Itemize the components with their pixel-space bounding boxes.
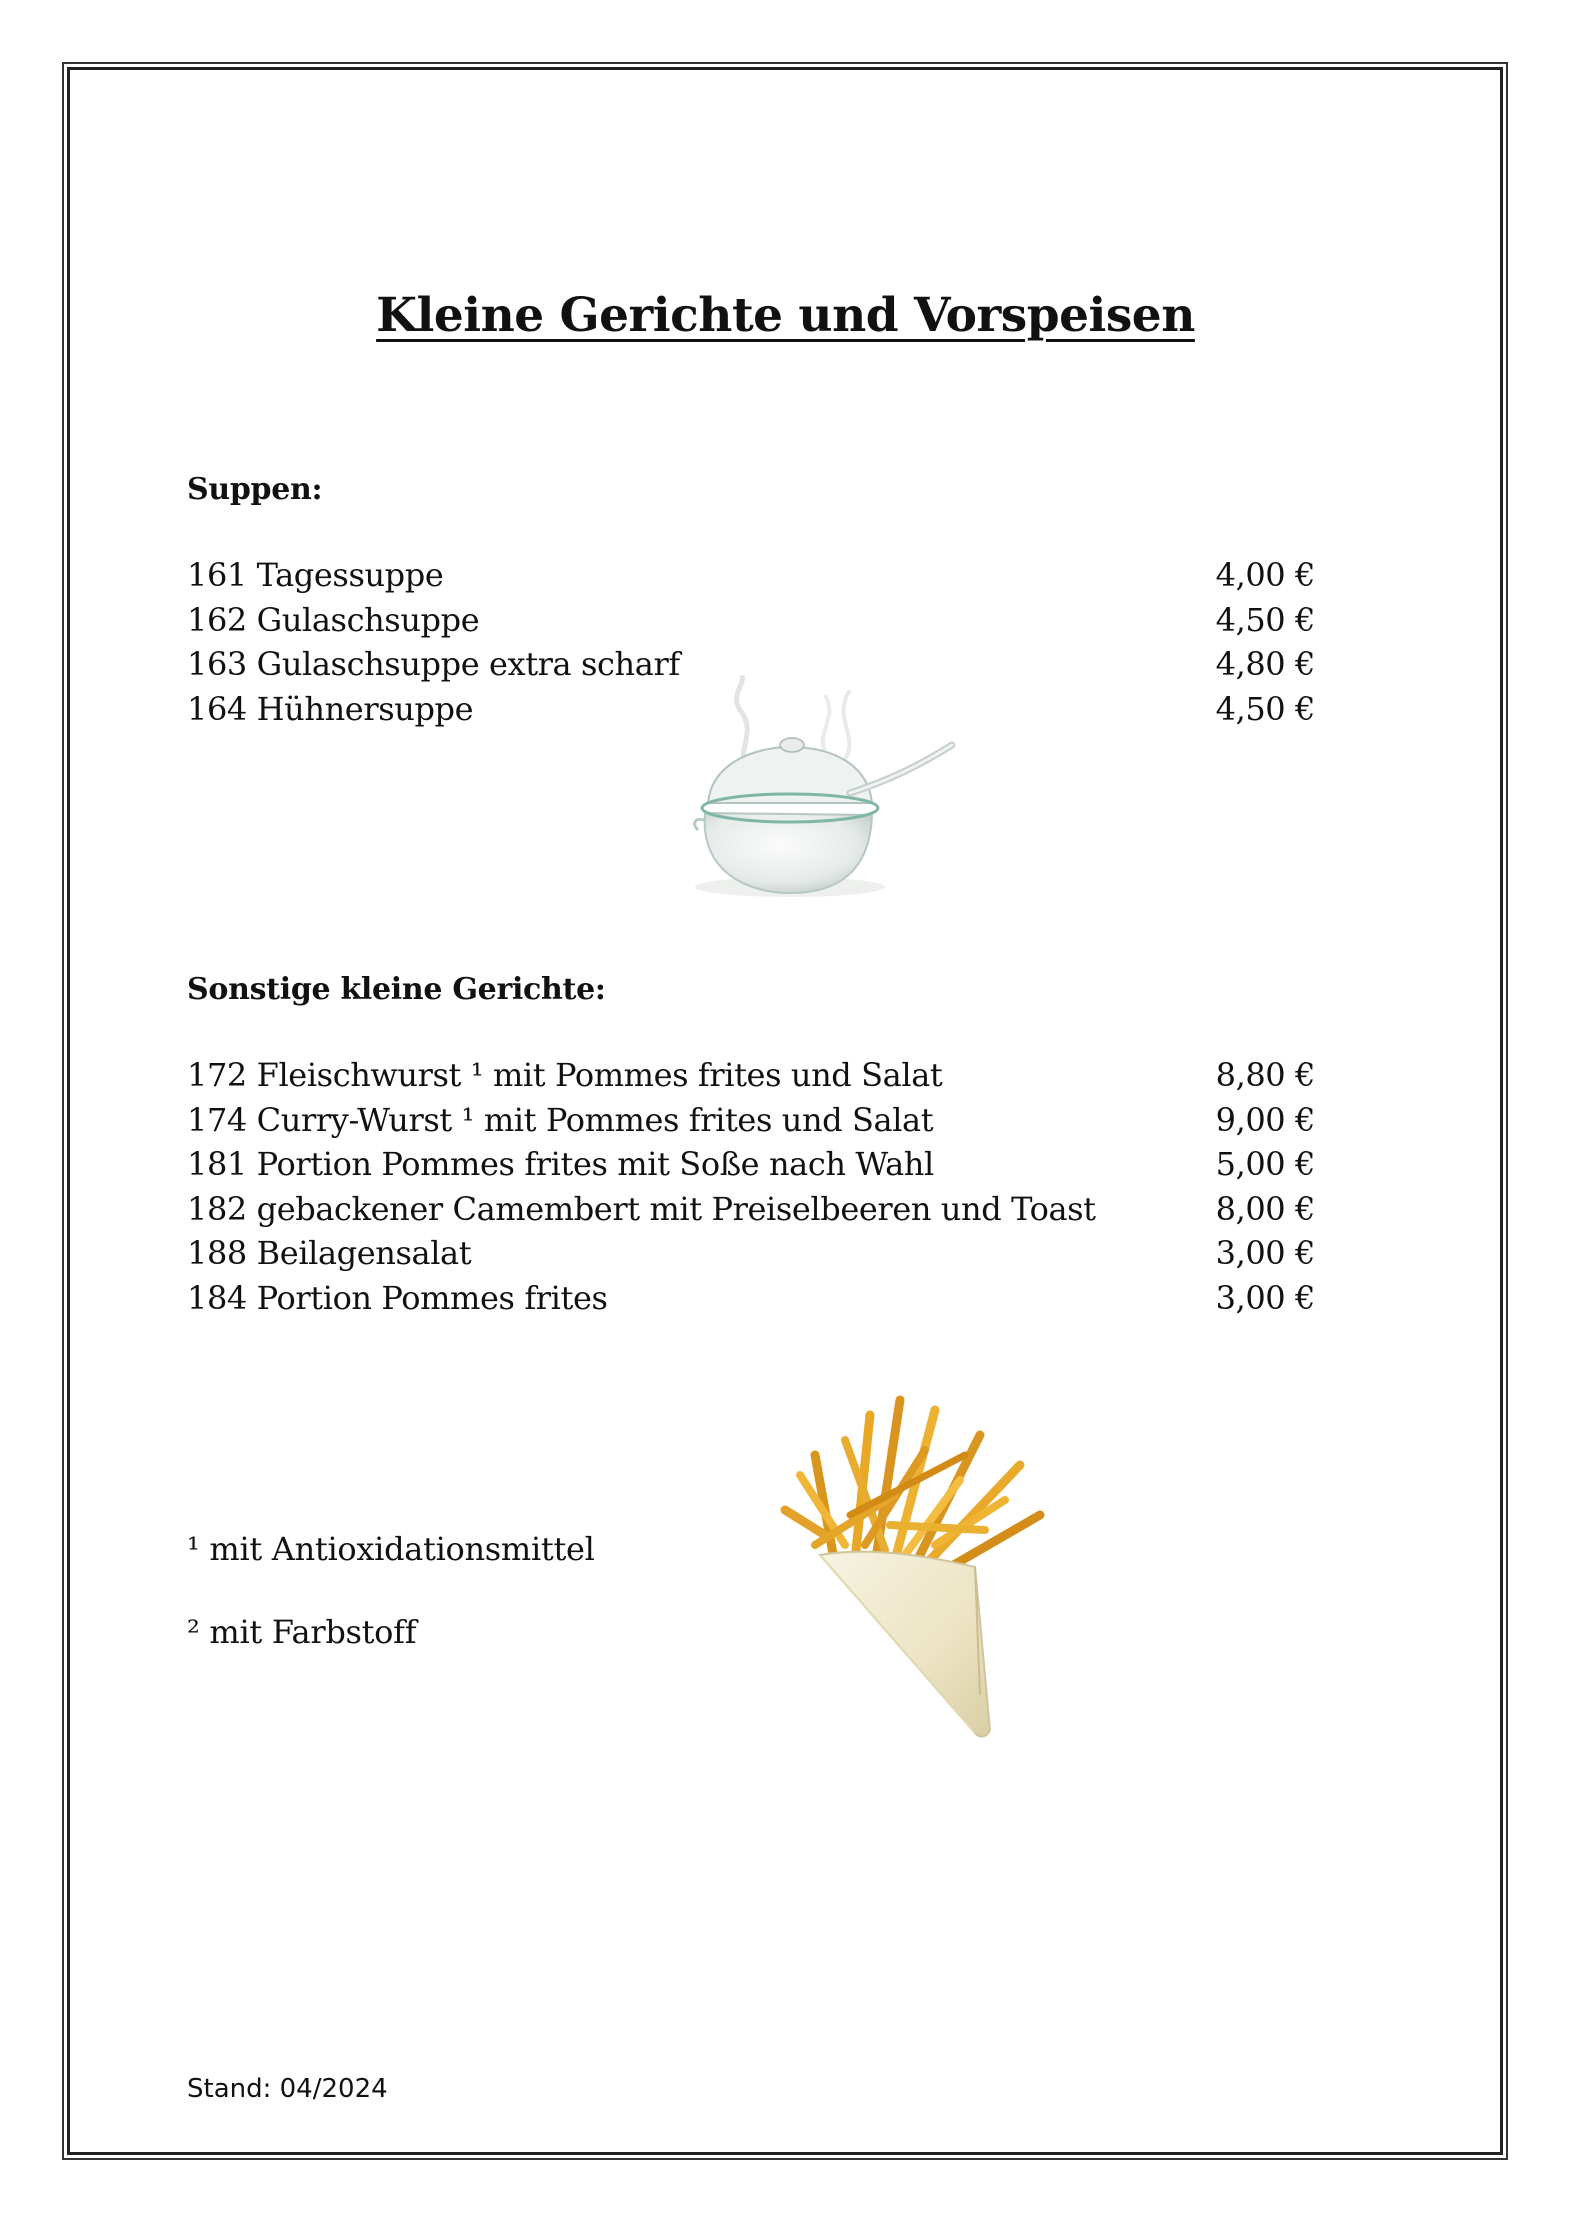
item-price: 4,00 € [1215, 556, 1315, 594]
menu-item [187, 598, 1315, 643]
page-title: Kleine Gerichte und Vorspeisen [376, 288, 1195, 343]
item-price: 4,80 € [1215, 645, 1315, 683]
item-name: Curry-Wurst ¹ mit Pommes frites und Salat [256, 1100, 934, 1139]
fries-cone-illustration [775, 1395, 1075, 1740]
item-number: 164 [187, 689, 247, 728]
item-number: 184 [187, 1278, 247, 1317]
item-name: Gulaschsuppe extra scharf [256, 645, 680, 683]
item-number: 181 [187, 1145, 247, 1183]
section-heading-sonstige: Sonstige kleine Gerichte: [187, 972, 606, 1007]
item-name: Beilagensalat [256, 1234, 472, 1272]
item-price: 8,80 € [1215, 1056, 1315, 1094]
item-number: 174 [187, 1100, 247, 1139]
item-name: gebackener Camembert mit Preiselbeeren und Toast [256, 1189, 1096, 1228]
item-number: 188 [187, 1234, 247, 1272]
item-name: Gulaschsuppe [256, 600, 480, 639]
item-number: 161 [187, 556, 247, 594]
menu-item [187, 1231, 1315, 1276]
item-price: 4,50 € [1215, 689, 1315, 728]
item-price: 9,00 € [1215, 1100, 1315, 1139]
menu-item [187, 553, 1315, 598]
item-price: 3,00 € [1215, 1234, 1315, 1272]
stand-date: Stand: 04/2024 [187, 2074, 388, 2104]
item-name: Portion Pommes frites mit Soße nach Wahl [256, 1145, 934, 1183]
item-name: Tagessuppe [256, 556, 444, 594]
menu-item [187, 1187, 1315, 1232]
section-heading-suppen: Suppen: [187, 472, 323, 507]
item-price: 4,50 € [1215, 600, 1315, 639]
footnote-antioxidant: ¹ mit Antioxidationsmittel [187, 1530, 595, 1568]
item-price: 8,00 € [1215, 1189, 1315, 1228]
menu-item [187, 1053, 1315, 1098]
item-price: 5,00 € [1215, 1145, 1315, 1183]
footnote-colorant: ² mit Farbstoff [187, 1613, 417, 1651]
item-number: 182 [187, 1189, 247, 1228]
item-name: Fleischwurst ¹ mit Pommes frites und Salat [256, 1056, 943, 1094]
soup-tureen-illustration [690, 675, 970, 905]
item-number: 172 [187, 1056, 247, 1094]
item-name: Hühnersuppe [256, 689, 474, 728]
item-number: 163 [187, 645, 247, 683]
menu-item [187, 1142, 1315, 1187]
item-price: 3,00 € [1215, 1278, 1315, 1317]
item-number: 162 [187, 600, 247, 639]
menu-item [187, 1276, 1315, 1321]
menu-item [187, 1098, 1315, 1143]
menu-list-sonstige [187, 1053, 1315, 1320]
item-name: Portion Pommes frites [256, 1278, 608, 1317]
